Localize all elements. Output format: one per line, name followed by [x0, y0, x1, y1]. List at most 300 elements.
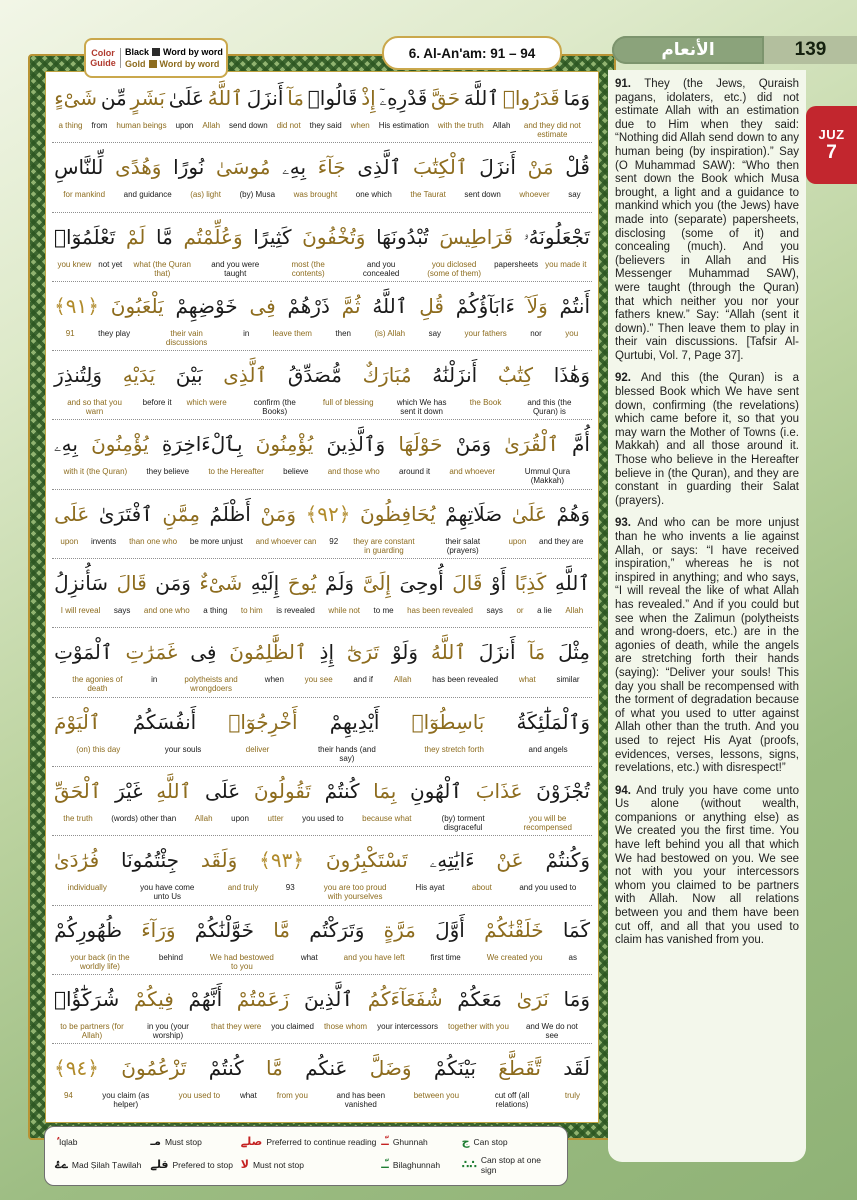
verse-line	[52, 213, 592, 282]
gloss-item: while not	[328, 606, 360, 616]
gloss-item: the Book	[469, 398, 502, 408]
legend-label: Preferred to continue reading	[266, 1137, 377, 1147]
arabic-word: أَنتُمْ	[559, 293, 590, 318]
color-guide-rows	[121, 46, 226, 70]
arabic-word: يُؤْمِنُونَ	[255, 432, 314, 457]
arabic-word: وَتَرَكْتُم	[309, 917, 365, 942]
gloss-item: you used to	[178, 1091, 221, 1101]
arabic-word: مَّا	[156, 224, 173, 249]
gloss-item: you diclosed (some of them)	[427, 259, 481, 278]
gloss-item: from	[91, 121, 108, 130]
gloss-item: you	[565, 328, 579, 338]
gloss-item: and angels	[528, 744, 568, 754]
gloss-item: and you concealed	[362, 259, 400, 278]
gloss-item: you claimed	[271, 1021, 314, 1031]
gloss-item: those whom	[323, 1021, 368, 1031]
arabic-word: مَّا	[273, 917, 291, 942]
arabic-text-line	[52, 837, 592, 881]
arabic-word: أَنزَلَ	[246, 86, 284, 110]
gloss-item: you have come unto Us	[140, 883, 195, 902]
legend-item	[241, 1137, 382, 1147]
arabic-word: خَوَّلْنَٰكُمْ	[194, 917, 254, 942]
arabic-text-line	[52, 214, 592, 258]
gloss-item: behind	[158, 952, 183, 962]
gloss-item: (words) other than	[111, 813, 177, 823]
gloss-item: truly	[564, 1091, 581, 1101]
juz-number: 7	[826, 141, 837, 163]
arabic-word: قَرَاطِيسَ	[439, 224, 513, 249]
arabic-word: وَمَن	[155, 571, 191, 596]
arabic-word: وَٱلْمَلَٰٓئِكَةُ	[516, 709, 590, 734]
arabic-word: أُمَّ	[572, 432, 590, 457]
arabic-word: قَالَ	[452, 571, 483, 596]
gloss-item: be more unjust	[189, 536, 243, 546]
legend-item	[150, 1160, 240, 1170]
gloss-item: in	[151, 675, 158, 685]
gloss-item: cut off (all relations)	[494, 1091, 530, 1110]
tajweed-symbol-icon: ےۓ	[55, 1158, 68, 1171]
gloss-item: upon	[60, 536, 79, 546]
gloss-item: and they did not estimate	[523, 121, 581, 139]
gloss-item: what	[239, 1091, 257, 1101]
gloss-item: full of blessing	[322, 398, 374, 408]
arabic-word: سَأُنزِلُ	[54, 571, 109, 596]
arabic-word: مَآ	[528, 640, 546, 665]
arabic-text-line	[52, 699, 592, 743]
gloss-item: with the truth	[437, 121, 484, 130]
surah-title-bar	[612, 36, 764, 64]
translation-paragraph: 92. And this (the Quran) is a blessed Book which We have sent down, confirming (the revelations) which came before it, so that you may warn the Mother of Towns (i.e. Makkah) and all those around it. Those who believe in the Hereafter believe in (the Quran), and they are constant in guarding their Salat (prayers).	[615, 372, 799, 507]
arabic-word: فُرَٰدَىٰ	[54, 848, 100, 873]
arabic-word: أَنفُسَكُمُ	[132, 709, 197, 734]
arabic-text-line	[52, 1045, 592, 1089]
verse-line	[52, 975, 592, 1044]
gloss-item: We had bestowed to you	[209, 952, 274, 971]
juz-badge	[806, 106, 857, 184]
gloss-row	[52, 951, 592, 974]
gloss-item: you knew	[57, 259, 92, 269]
arabic-word: إِلَىَّ	[362, 571, 391, 596]
arabic-word: وَٱلَّذِينَ	[326, 432, 386, 457]
arabic-text-line	[52, 907, 592, 951]
arabic-word: يَلْعَبُونَ	[110, 293, 164, 318]
arabic-word: عَنكُم	[305, 1056, 348, 1081]
arabic-word: بَشَرٍ	[130, 86, 165, 110]
color-guide-box	[84, 38, 228, 78]
gloss-item: the Taurat	[410, 190, 446, 200]
arabic-word: وَلَآ	[526, 293, 548, 318]
arabic-word: شَىْءٌ	[199, 571, 243, 596]
arabic-word: ذَرْهُمْ	[287, 293, 330, 318]
arabic-word: ٱلْهُونِ	[410, 778, 463, 803]
verse-line	[52, 490, 592, 559]
translation-verse-number: 94.	[615, 784, 637, 797]
gloss-item: as	[568, 952, 577, 962]
legend-item	[241, 1160, 382, 1170]
arabic-word: أَوْ	[490, 571, 507, 596]
gloss-item: and you have left	[343, 952, 405, 962]
arabic-word: أَظْلَمُ	[209, 501, 251, 526]
legend-row	[55, 1137, 557, 1147]
gloss-item: and We do not see	[525, 1021, 578, 1040]
legend-row	[55, 1155, 557, 1175]
arabic-word: قَالَ	[116, 571, 147, 596]
arabic-word: مُبَارَكٌ	[362, 363, 412, 388]
gloss-item: I will reveal	[60, 606, 101, 616]
arabic-word: ﴿٩١﴾	[54, 293, 99, 318]
gloss-item: and truly	[227, 883, 259, 893]
verse-line	[52, 767, 592, 836]
arabic-word: أَنزَلَ	[478, 640, 516, 665]
arabic-text-line	[52, 768, 592, 812]
arabic-word: شُفَعَآءَكُمُ	[367, 986, 443, 1011]
arabic-word: أَنَّهُمْ	[188, 986, 223, 1011]
tajweed-symbol-icon: لا	[240, 1158, 249, 1171]
gloss-item: 91	[65, 328, 75, 338]
arabic-word: وَهُدًى	[115, 155, 162, 180]
surah-reference-pill	[382, 36, 562, 70]
arabic-word: إِذْ	[361, 86, 376, 110]
surah-title-arabic: الأنعام	[661, 40, 715, 60]
verse-line	[52, 282, 592, 351]
gloss-row	[52, 119, 592, 142]
gloss-item: confirm (the Books)	[253, 398, 296, 417]
translation-verse-number: 91.	[615, 78, 645, 90]
arabic-word: أَنزَلَ	[479, 155, 516, 180]
arabic-word: أُوحِىَ	[399, 571, 444, 596]
gloss-item: 94	[63, 1091, 73, 1101]
arabic-word: إِذِ	[319, 640, 334, 665]
gloss-item: for mankind	[63, 190, 106, 200]
arabic-word: تَرَىٰٓ	[346, 640, 380, 665]
gloss-item: papersheets	[494, 259, 539, 269]
gloss-item: and you used to	[519, 883, 577, 893]
gloss-row	[52, 465, 592, 488]
gloss-item: is revealed	[276, 606, 315, 616]
gloss-item: and so that you warn	[67, 398, 122, 417]
color-guide-label: Color Guide	[86, 48, 121, 68]
arabic-word: مُوسَىٰ	[215, 155, 271, 180]
arabic-word: فِيكُمْ	[133, 986, 174, 1011]
arabic-word: ءَايَٰتِهِۦ	[429, 848, 475, 873]
legend-label: Must stop	[164, 1137, 202, 1147]
surah-reference: 6. Al-An'am: 91 – 94	[408, 45, 536, 61]
translation-paragraph: 91. They (the Jews, Quraish pagans, idolaters, etc.) did not estimate Allah with an estimation due to Him when they said: “Nothing did Allah send down to any human being (by inspiration).” Say (O Muhammad SAW): “Who then sent down the Book which Musa brought, a light and a guidance to mankind which you (the Jews) have made into (separate) papersheets, disclosing (some of it) and concealing (much). And you (believers in Allah and His Messenger Muhammad SAW), were taught (through the Quran) that which neither you nor your fathers knew.” Say: “Allah (sent it down).” Then leave them to play in their vain discussions. [Tafsir Al-Qurtubi, Vol. 7, Page 37].	[615, 78, 799, 362]
gloss-item: from you	[276, 1091, 308, 1101]
arabic-word: ٱللَّهِ	[554, 571, 590, 596]
gloss-item: did not	[276, 121, 301, 130]
gloss-item: and guidance	[123, 190, 172, 200]
arabic-word: قَالُوا۟	[307, 86, 358, 110]
gloss-item: when	[264, 675, 284, 685]
gloss-item: their vain discussions	[165, 328, 208, 347]
verse-line	[52, 1044, 592, 1113]
arabic-word: أَوَّلَ	[435, 917, 465, 942]
arabic-text-line	[52, 75, 592, 119]
gloss-item: their hands (and say)	[317, 744, 376, 763]
gloss-item: your fathers	[464, 328, 507, 338]
arabic-word: أَخْرِجُوٓا۟	[228, 709, 298, 734]
gloss-item: in you (your worship)	[147, 1021, 189, 1040]
arabic-word: يُؤْمِنُونَ	[91, 432, 149, 457]
arabic-word: تَزْعُمُونَ	[121, 1056, 187, 1081]
legend-label: Prefered to stop	[172, 1160, 233, 1170]
gloss-item: (on) this day	[76, 744, 121, 754]
gloss-item: one which	[355, 190, 392, 200]
arabic-word: تُبْدُونَهَا	[376, 224, 429, 249]
gloss-item: they said	[309, 121, 342, 130]
arabic-word: عَنْ	[496, 848, 524, 873]
verse-line	[52, 559, 592, 628]
gloss-item: say	[568, 190, 581, 200]
gloss-item: and you were taught	[211, 259, 260, 278]
gloss-item: has been revealed	[432, 675, 499, 685]
arabic-word: ظُهُورِكُمْ	[54, 917, 123, 942]
verse-area	[45, 71, 599, 1123]
arabic-word: ثُمَّ	[341, 293, 361, 318]
legend-label: Ghunnah	[392, 1137, 428, 1147]
gloss-item: or	[516, 606, 524, 616]
arabic-word: يُوحَ	[287, 571, 317, 596]
color-guide-row-gold	[125, 58, 226, 70]
gloss-row	[52, 327, 592, 350]
gold-label: Gold	[125, 59, 146, 69]
arabic-word: ٱلْحَقِّ	[54, 778, 102, 803]
arabic-word: زَعَمْتُمْ	[236, 986, 290, 1011]
arabic-word: كَثِيرًا	[253, 224, 292, 249]
arabic-word: ٱللَّهِ	[156, 778, 192, 803]
arabic-word: تَّقَطَّعَ	[498, 1056, 541, 1081]
arabic-text-line	[52, 283, 592, 327]
gloss-item: the truth	[63, 813, 93, 823]
gloss-item: when	[350, 121, 370, 130]
arabic-word: خَوْضِهِمْ	[175, 293, 238, 318]
arabic-word: وَتُخْفُونَ	[302, 224, 366, 249]
gloss-item: first time	[430, 952, 461, 962]
gloss-item: they are constant in guarding	[353, 536, 415, 555]
arabic-word: بَاسِطُوٓا۟	[411, 709, 485, 734]
gloss-item: has been revealed	[407, 606, 473, 616]
gloss-item: and they are	[539, 536, 584, 546]
arabic-word: يُحَافِظُونَ	[360, 501, 436, 526]
gloss-item: We created you	[486, 952, 543, 962]
gloss-item: most (the contents)	[291, 259, 325, 278]
color-guide-row-black	[125, 46, 226, 58]
arabic-text-line	[52, 352, 592, 396]
gloss-item: to him	[240, 606, 263, 616]
gloss-item: Allah	[565, 606, 584, 616]
arabic-word: قَدَرُوا۟	[502, 86, 560, 110]
arabic-word: بِمَا	[373, 778, 397, 803]
arabic-word: شَىْءٍ	[54, 86, 98, 110]
translation-panel	[608, 70, 806, 1162]
arabic-word: كَذِبًا	[514, 571, 547, 596]
gloss-item: which We has sent it down	[396, 398, 447, 417]
arabic-word: ٱللَّهَ	[463, 86, 500, 110]
gloss-item: to the Hereafter	[208, 467, 264, 477]
arabic-word: وَرَآءَ	[141, 917, 176, 942]
arabic-word: ٱلْيَوْمَ	[54, 709, 101, 734]
arabic-word: وَمَا	[563, 86, 590, 110]
verse-line	[52, 906, 592, 975]
arabic-word: غَيْرَ	[115, 778, 143, 803]
gloss-item: and has been vanished	[336, 1091, 386, 1110]
tajweed-symbol-icon: مـ	[150, 1135, 161, 1148]
arabic-word: بَيْنَكُمْ	[433, 1056, 476, 1081]
gloss-item: to be partners (for Allah)	[60, 1021, 124, 1040]
arabic-word: مِثْلَ	[558, 640, 590, 665]
arabic-text-line	[52, 491, 592, 535]
gloss-item: a lie	[537, 606, 552, 616]
arabic-word: وَهُمْ	[556, 501, 590, 526]
gloss-item: Allah	[194, 813, 213, 823]
gloss-item: your souls	[164, 744, 202, 754]
black-text: Word by word	[163, 47, 223, 57]
gloss-item: human beings	[116, 121, 167, 130]
legend-label: Iqlab	[59, 1137, 78, 1147]
tajweed-symbol-icon: ـّـ	[381, 1158, 389, 1171]
translation-verse-number: 92.	[615, 372, 641, 385]
gloss-item: believe	[283, 467, 309, 477]
gloss-item: what	[518, 675, 536, 685]
arabic-word: وَمَا	[563, 986, 590, 1011]
gloss-item: Ummul Qura (Makkah)	[524, 467, 571, 486]
gloss-item: 93	[285, 883, 295, 893]
arabic-word: ءَابَآؤُكُمْ	[455, 293, 515, 318]
arabic-word: ٱلَّذِى	[223, 363, 268, 388]
arabic-word: غَمَرَٰتِ	[125, 640, 178, 665]
verse-line	[52, 836, 592, 905]
gloss-item: and those who	[327, 467, 380, 477]
translation-paragraph: 93. And who can be more unjust than he who invents a lie against Allah, or says: “I have received inspiration,” whereas he is not inspired in anything; and who says, “I will reveal the like of what Allah has revealed.” And if you could but see when the Zalimun (polytheists and wrong-doers, etc.) are in the agonies of death, while the angels are stretching forth their hands (saying): “Deliver your souls! This day you shall be recompensed with the torment of degradation because of what you used to utter against Allah other than the truth. And you used to reject His Ayat (proofs, evidences, verses, lessons, signs, revelations, etc.) with disrespect!”	[615, 517, 799, 775]
gloss-item: your intercessors	[377, 1021, 438, 1031]
gloss-row	[52, 881, 592, 904]
arabic-word: جَآءَ	[317, 155, 346, 180]
arabic-word: شُرَكَٰٓؤُا۟	[54, 986, 120, 1011]
verse-line	[52, 143, 592, 212]
arabic-word: مِمَّنِ	[162, 501, 200, 526]
translation-paragraph: 94. And truly you have come unto Us alone (without wealth, companions or anything else) as We created you the first time. You have left behind you all that which We had bestowed on you. We see not with you your intercessors whom you claimed to be partners with Allah. Now all relations between you and them have been cut off, and all that you used to claim has vanished from you.	[615, 784, 799, 947]
verse-line	[52, 420, 592, 489]
gloss-item: polytheists and wrongdoers	[184, 675, 238, 694]
gloss-item: you claim (as helper)	[102, 1091, 150, 1110]
arabic-word: ٱللَّهُ	[207, 86, 243, 110]
arabic-word: لِّلنَّاسِ	[54, 155, 104, 180]
gloss-item: than one who	[129, 536, 178, 546]
gloss-item: says	[113, 606, 131, 616]
gloss-item: and this (the Quran) is	[527, 398, 572, 417]
arabic-word: تَعْلَمُوٓا۟	[54, 224, 116, 249]
gloss-item: before it	[142, 398, 172, 408]
arabic-word: ٱفْتَرَىٰ	[98, 501, 153, 526]
legend-item	[462, 1137, 557, 1147]
translation-verse-number: 93.	[615, 517, 638, 530]
gloss-item: not yet	[98, 259, 123, 269]
gloss-item: with it (the Quran)	[63, 467, 128, 477]
gloss-item: similar	[556, 675, 580, 685]
arabic-word: بَيْنَ	[175, 363, 203, 388]
arabic-word: عَذَابَ	[475, 778, 523, 803]
gloss-row	[52, 535, 592, 558]
arabic-word: بِهِۦ	[282, 155, 307, 180]
gloss-item: says	[486, 606, 503, 616]
gloss-item: together with you	[448, 1021, 509, 1031]
gloss-item: in	[243, 328, 250, 338]
arabic-word: وَمَنْ	[455, 432, 492, 457]
gloss-item: and if	[353, 675, 373, 685]
tajweed-symbol-icon: ∴∴	[461, 1158, 477, 1171]
legend-item	[55, 1137, 150, 1147]
arabic-word: مَآ	[287, 86, 305, 110]
gloss-item: (as) light	[190, 190, 221, 200]
gloss-row	[52, 258, 592, 281]
arabic-word: وَلَوْ	[391, 640, 419, 665]
arabic-word: وَعُلِّمْتُم	[183, 224, 243, 249]
arabic-word: خَلَقْنَٰكُمْ	[484, 917, 544, 942]
gloss-item: they play	[98, 328, 131, 338]
gloss-item: a thing	[203, 606, 228, 616]
gloss-row	[52, 188, 592, 211]
arabic-word: تَسْتَكْبِرُونَ	[325, 848, 408, 873]
arabic-text-line	[52, 976, 592, 1020]
gloss-item: about	[471, 883, 492, 893]
arabic-word: ٱلْكِتَٰبَ	[413, 155, 468, 180]
gloss-item: Allah	[393, 675, 412, 685]
arabic-word: بِهِۦ	[54, 432, 78, 457]
arabic-word: نَرَىٰ	[516, 986, 549, 1011]
gloss-item: whoever	[519, 190, 550, 200]
arabic-word: قَدْرِهِۦٓ	[379, 86, 428, 110]
arabic-word: فِى	[190, 640, 217, 665]
gloss-item: you see	[304, 675, 333, 685]
legend-item	[381, 1137, 461, 1147]
legend-item	[462, 1155, 557, 1175]
arabic-word: أَيْدِيهِمْ	[329, 709, 380, 734]
gloss-item: leave them	[272, 328, 312, 338]
arabic-word: ﴿٩٢﴾	[305, 501, 351, 526]
arabic-word: وَكُنتُمْ	[545, 848, 590, 873]
gloss-item: that they were	[211, 1021, 262, 1031]
gloss-item: you made it	[545, 259, 587, 269]
gloss-item: (by) torment disgraceful	[441, 813, 485, 832]
gloss-item: what (the Quran that)	[133, 259, 191, 278]
arabic-word: مَعَكُمْ	[457, 986, 502, 1011]
legend-label: Must not stop	[252, 1160, 304, 1170]
gloss-item: you are too proud with yourselves	[323, 883, 387, 902]
tajweed-symbol-icon: قلے	[150, 1158, 169, 1171]
arabic-word: وَمَنْ	[260, 501, 297, 526]
gloss-item: they stretch forth	[424, 744, 484, 754]
arabic-word: ٱللَّهُ	[372, 293, 408, 318]
arabic-word: ﴿٩٣﴾	[259, 848, 305, 873]
arabic-text-line	[52, 421, 592, 465]
arabic-word: صَلَاتِهِمْ	[445, 501, 503, 526]
arabic-text-line	[52, 560, 592, 604]
legend-label: Can stop at one sign	[480, 1155, 541, 1175]
arabic-word: تُجْزَوْنَ	[536, 778, 590, 803]
legend-label: Can stop	[473, 1137, 508, 1147]
gold-swatch-icon	[149, 60, 157, 68]
arabic-word: ٱلْقُرَىٰ	[504, 432, 559, 457]
legend-item	[55, 1160, 150, 1170]
tajweed-legend	[44, 1126, 568, 1186]
gloss-item: utter	[267, 813, 284, 823]
page-number: 139	[794, 39, 827, 60]
arabic-word: ٱلَّذِينَ	[303, 986, 354, 1011]
gloss-row	[52, 396, 592, 419]
gloss-item: His estimation	[378, 121, 429, 130]
gloss-item: nor	[530, 328, 542, 338]
